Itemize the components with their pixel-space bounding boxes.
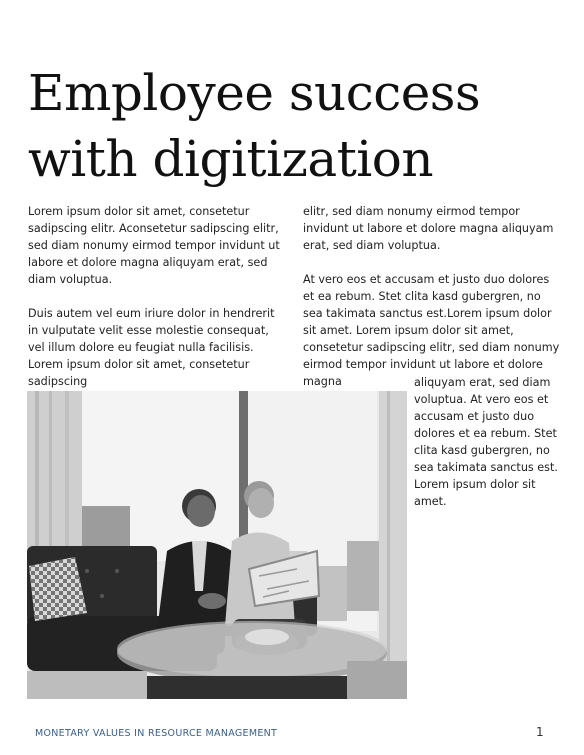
paragraph: At vero eos et accusam et justo duo dolores et ea rebum. Stet clita kasd gubergren, no sea takimata sanctus est.Lorem ipsum dolor sit amet. Lorem ipsum dolor sit amet, consetetur sadipscing elitr, sed diam nonumy eirmod tempor invidunt ut labore et dolore magna [303, 273, 560, 388]
paragraph: Duis autem vel eum iriure dolor in hendrerit in vulputate velit esse molestie consequat, vel illum dolore eu feugiat nulla facilisis. Lorem ipsum dolor sit amet, consetetur sadipscing [28, 307, 275, 388]
paragraph: aliquyam erat, sed diam voluptua. At vero eos et accusam et justo duo dolores et ea rebum. Stet clita kasd gubergren, no sea takimata sanctus est. Lorem ipsum dolor sit amet. [414, 376, 558, 508]
paragraph: elitr, sed diam nonumy eirmod tempor invidunt ut labore et dolore magna aliquyam erat, sed diam voluptua. [303, 205, 554, 252]
paragraph: Lorem ipsum dolor sit amet, consetetur sadipscing elitr. Aconsetetur sadipscing elitr, sed diam nonumy eirmod tempor invidunt ut labore et dolore magna aliquyam erat, sed diam voluptua. [28, 205, 280, 286]
footer-title: MONETARY VALUES IN RESOURCE MANAGEMENT [35, 728, 278, 739]
page-number: 1 [536, 725, 544, 739]
page-title: Employee success with digitization [28, 64, 481, 188]
body-column-left [28, 203, 286, 407]
body-column-right-wrap [414, 374, 560, 527]
office-photo [27, 391, 407, 699]
